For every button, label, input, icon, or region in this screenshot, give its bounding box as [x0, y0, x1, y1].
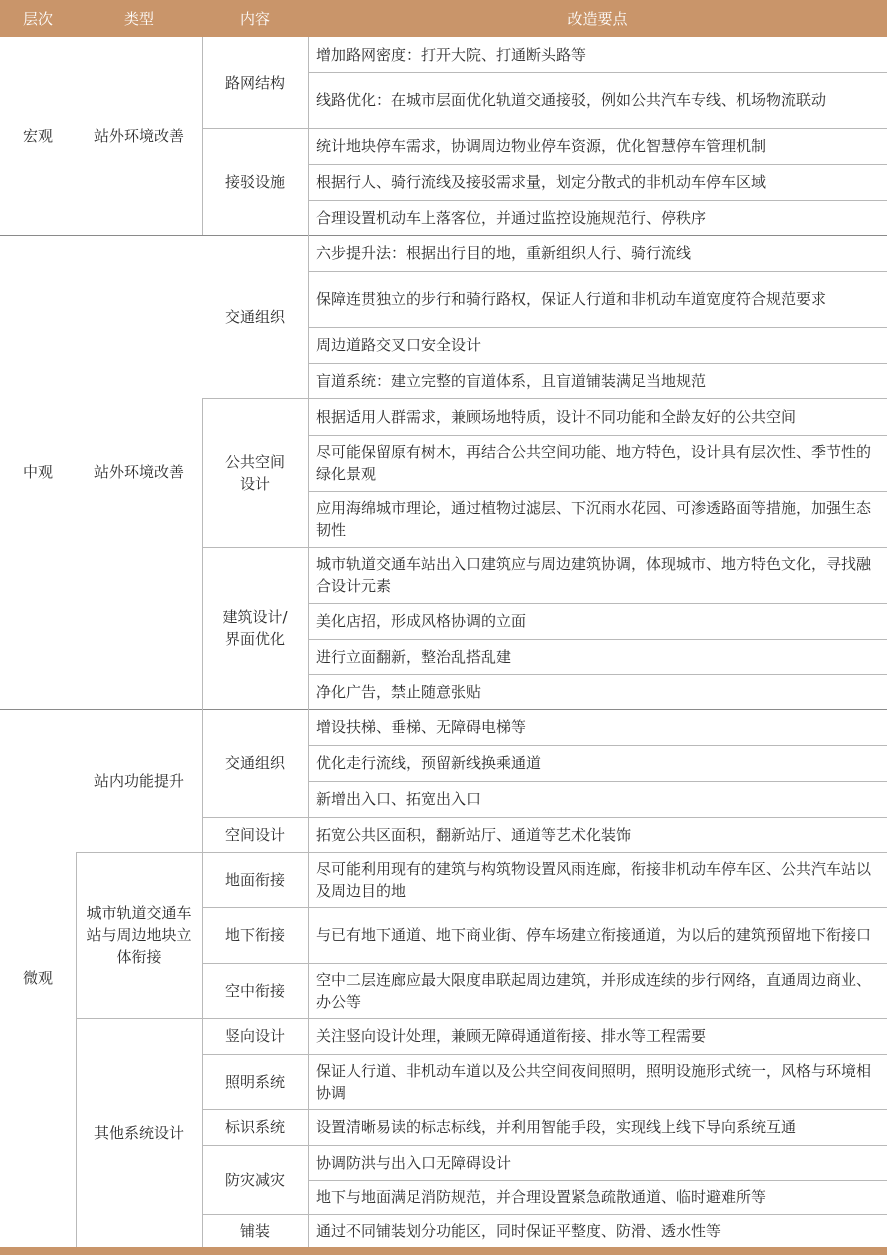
- rule-point-12: [308, 745, 887, 746]
- content-air: 空中衔接: [224, 981, 285, 1000]
- content-signage: 标识系统: [224, 1118, 285, 1136]
- rule-point-8: [308, 491, 887, 492]
- rule-type-1: [76, 852, 887, 853]
- point-micro-12: 地下与地面满足消防规范，并合理设置紧急疏散通道、临时避难所等: [316, 1188, 767, 1206]
- point-micro-5: 尽可能利用现有的建筑与构筑物设置风雨连廊，衔接非机动车停车区、公共汽车站以及周边目的地: [316, 859, 872, 900]
- type-other: 其他系统设计: [93, 1123, 184, 1142]
- rule-point-5: [308, 327, 887, 328]
- content-architecture-label: 建筑设计/界面优化: [222, 608, 288, 648]
- point-meso-10: 进行立面翻新，整治乱搭乱建: [316, 647, 512, 666]
- rule-point-14: [308, 1180, 887, 1181]
- point-micro-8: 关注竖向设计处理，兼顾无障碍通道衔接、排水等工程需要: [316, 1027, 707, 1045]
- point-micro-4: 拓宽公共区面积，翻新站厅、通道等艺术化装饰: [316, 825, 632, 844]
- content-lighting: 照明系统: [224, 1072, 285, 1091]
- rule-content-1: [202, 128, 887, 129]
- content-traffic-micro: 交通组织: [224, 754, 285, 772]
- type-linkage-label: 城市轨道交通车站与周边地块立体衔接: [86, 904, 192, 966]
- point-meso-7: 应用海绵城市理论，通过植物过滤层、下沉雨水花园、可渗透路面等措施，加强生态韧性: [316, 499, 872, 539]
- rule-type-2: [76, 1018, 887, 1019]
- rule-point-13: [308, 781, 887, 782]
- point-macro-5: 合理设置机动车上落客位，并通过监控设施规范行、停秩序: [316, 208, 707, 227]
- content-underground: 地下衔接: [224, 926, 285, 944]
- content-traffic-meso: 交通组织: [224, 307, 285, 326]
- rule-content-4: [202, 817, 887, 818]
- rule-point-11: [308, 674, 887, 675]
- point-meso-1: 六步提升法：根据出行目的地，重新组织人行、骑行流线: [316, 244, 692, 262]
- level-meso: 中观: [22, 463, 53, 481]
- rule-section-micro: [0, 709, 887, 710]
- point-macro-4: 根据行人、骑行流线及接驳需求量，划定分散式的非机动车停车区域: [316, 173, 767, 191]
- point-micro-13: 通过不同铺装划分功能区，同时保证平整度、防滑、透水性等: [316, 1221, 722, 1240]
- content-architecture: [202, 547, 308, 709]
- rule-content-3: [202, 547, 887, 548]
- rule-point-2: [308, 164, 887, 165]
- rule-content-7: [202, 1054, 887, 1055]
- point-meso-3: 周边道路交叉口安全设计: [316, 336, 482, 354]
- point-meso-5: 根据适用人群需求，兼顾场地特质，设计不同功能和全龄友好的公共空间: [316, 407, 797, 426]
- type-station: 站内功能提升: [93, 771, 184, 790]
- point-macro-3: 统计地块停车需求，协调周边物业停车资源，优化智慧停车管理机制: [316, 137, 767, 155]
- vrule-content-left-2: [202, 398, 203, 709]
- point-micro-11: 协调防洪与出入口无障碍设计: [316, 1153, 512, 1172]
- point-macro-1: 增加路网密度：打开大院、打通断头路等: [316, 45, 587, 64]
- header-content: 内容: [202, 0, 308, 37]
- point-meso-8: 城市轨道交通车站出入口建筑应与周边建筑协调，体现城市、地方特色文化，寻找融合设计元素: [316, 555, 872, 595]
- type-linkage: [76, 852, 202, 1018]
- rule-section-meso: [0, 235, 887, 236]
- content-vertical: 竖向设计: [224, 1027, 285, 1045]
- level-macro: 宏观: [22, 127, 53, 145]
- rule-content-10: [202, 1214, 887, 1215]
- header-points: 改造要点: [308, 0, 887, 37]
- header-type: 类型: [76, 0, 202, 37]
- level-micro: 微观: [22, 969, 53, 987]
- rule-point-9: [308, 603, 887, 604]
- rule-content-6: [202, 963, 887, 964]
- type-meso: 站外环境改善: [93, 463, 184, 481]
- rule-point-3: [308, 200, 887, 201]
- point-macro-2: 线路优化：在城市层面优化轨道交通接驳，例如公共汽车专线、机场物流联动: [316, 91, 827, 109]
- content-disaster: 防灾减灾: [224, 1170, 285, 1189]
- content-space: 空间设计: [224, 825, 285, 844]
- point-micro-9: 保证人行道、非机动车道以及公共空间夜间照明，照明设施形式统一，风格与环境相协调: [316, 1061, 872, 1102]
- rule-content-9: [202, 1145, 887, 1146]
- content-road-network: 路网结构: [224, 73, 285, 92]
- point-meso-2: 保障连贯独立的步行和骑行路权，保证人行道和非机动车道宽度符合规范要求: [316, 290, 827, 308]
- header-level: 层次: [0, 0, 76, 37]
- vrule-type-left-micro: [76, 852, 77, 1247]
- vrule-points-left: [308, 37, 309, 1247]
- bottom-bar: [0, 1247, 887, 1255]
- point-meso-11: 净化广告，禁止随意张贴: [316, 682, 482, 701]
- point-micro-7: 空中二层连廊应最大限度串联起周边建筑，并形成连续的步行网络，直通周边商业、办公等: [316, 970, 872, 1011]
- point-meso-6: 尽可能保留原有树木，再结合公共空间功能、地方特色，设计具有层次性、季节性的绿化景观: [316, 443, 872, 483]
- rule-point-10: [308, 639, 887, 640]
- point-meso-4: 盲道系统：建立完整的盲道体系，且盲道铺装满足当地规范: [316, 371, 707, 390]
- point-micro-3: 新增出入口、拓宽出入口: [316, 790, 482, 808]
- content-connection: 接驳设施: [224, 172, 285, 191]
- rule-point-7: [308, 435, 887, 436]
- content-ground: 地面衔接: [224, 870, 285, 889]
- vrule-content-left-1: [202, 37, 203, 235]
- rule-content-5: [202, 907, 887, 908]
- content-paving: 铺装: [239, 1221, 270, 1240]
- point-micro-2: 优化走行流线，预留新线换乘通道: [316, 754, 542, 772]
- point-meso-9: 美化店招，形成风格协调的立面: [316, 612, 527, 630]
- content-public-space-label: 公共空间设计: [224, 452, 285, 493]
- rule-content-2: [202, 398, 887, 399]
- rule-point-4: [308, 271, 887, 272]
- type-macro: 站外环境改善: [93, 127, 184, 145]
- vrule-content-left-3: [202, 709, 203, 1247]
- rule-point-6: [308, 363, 887, 364]
- rule-point-1: [308, 72, 887, 73]
- content-public-space: [202, 398, 308, 547]
- point-micro-6: 与已有地下通道、地下商业街、停车场建立衔接通道，为以后的建筑预留地下衔接口: [316, 926, 872, 944]
- point-micro-10: 设置清晰易读的标志标线，并利用智能手段，实现线上线下导向系统互通: [316, 1118, 797, 1136]
- point-micro-1: 增设扶梯、垂梯、无障碍电梯等: [316, 718, 527, 736]
- rule-content-8: [202, 1109, 887, 1110]
